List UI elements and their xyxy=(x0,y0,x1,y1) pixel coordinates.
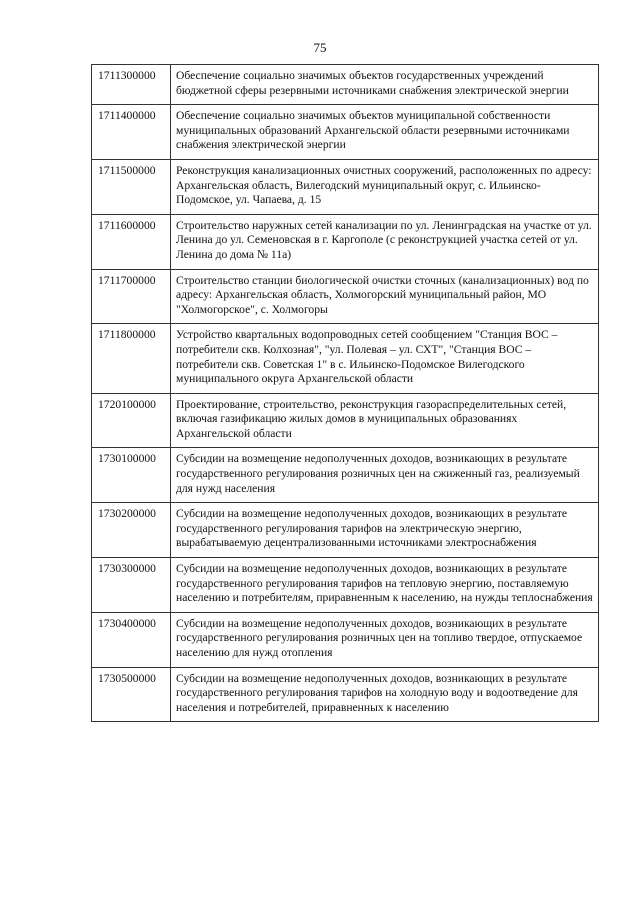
table-row xyxy=(92,105,599,160)
description-cell: Строительство наружных сетей канализации по ул. Ленинградская на участке от ул. Ленина до ул. Семеновская в г. Каргополе (с реконструкцией участка сетей от ул. Ленина до дома № 11а) xyxy=(171,214,599,269)
description-cell: Субсидии на возмещение недополученных доходов, возникающих в результате государственного регулирования розничных цен на сжиженный газ, реализуемый для нужд населения xyxy=(171,448,599,503)
code-cell: 1711600000 xyxy=(92,214,171,269)
code-cell: 1711300000 xyxy=(92,65,171,105)
table-row xyxy=(92,393,599,448)
code-cell: 1730300000 xyxy=(92,558,171,613)
code-cell: 1711700000 xyxy=(92,269,171,324)
description-cell: Реконструкция канализационных очистных сооружений, расположенных по адресу: Архангельская область, Вилегодский муниципальный округ, с. Ильинско-Подомское, ул. Чапаева, д. 15 xyxy=(171,159,599,214)
code-cell: 1730200000 xyxy=(92,503,171,558)
table-row xyxy=(92,448,599,503)
code-cell: 1711400000 xyxy=(92,105,171,160)
table-row xyxy=(92,214,599,269)
table-row xyxy=(92,65,599,105)
description-cell: Проектирование, строительство, реконструкция газораспределительных сетей, включая газификацию жилых домов в муниципальных образованиях Архангельской области xyxy=(171,393,599,448)
table-row xyxy=(92,269,599,324)
description-cell: Субсидии на возмещение недополученных доходов, возникающих в результате государственного регулирования тарифов на холодную воду и водоотведение для населения и потребителей, приравненных к населению xyxy=(171,667,599,722)
description-cell: Строительство станции биологической очистки сточных (канализационных) вод по адресу: Архангельская область, Холмогорский муниципальный район, МО "Холмогорское", с. Холмогоры xyxy=(171,269,599,324)
code-cell: 1711500000 xyxy=(92,159,171,214)
table-row xyxy=(92,612,599,667)
code-cell: 1711800000 xyxy=(92,324,171,393)
page-number: 75 xyxy=(313,40,327,55)
description-cell: Субсидии на возмещение недополученных доходов, возникающих в результате государственного регулирования тарифов на электрическую энергию, вырабатываемую децентрализованными источниками электроснабжения xyxy=(171,503,599,558)
code-cell: 1730100000 xyxy=(92,448,171,503)
budget-code-table xyxy=(91,64,599,722)
table-row xyxy=(92,324,599,393)
code-cell: 1730500000 xyxy=(92,667,171,722)
description-cell: Обеспечение социально значимых объектов государственных учреждений бюджетной сферы резервными источниками снабжения электрической энергии xyxy=(171,65,599,105)
code-cell: 1730400000 xyxy=(92,612,171,667)
description-cell: Устройство квартальных водопроводных сетей сообщением "Станция ВОС – потребители скв. Колхозная", "ул. Полевая – ул. СХТ", "Станция ВОС – потребители скв. Советская 1" в с. Ильинско-Подомское Вилегодского муниципального округа Архангельской области xyxy=(171,324,599,393)
code-cell: 1720100000 xyxy=(92,393,171,448)
table-row xyxy=(92,503,599,558)
description-cell: Субсидии на возмещение недополученных доходов, возникающих в результате государственного регулирования розничных цен на топливо твердое, отпускаемое населению для нужд отопления xyxy=(171,612,599,667)
table-row xyxy=(92,159,599,214)
table-row xyxy=(92,667,599,722)
description-cell: Обеспечение социально значимых объектов муниципальной собственности муниципальных образований Архангельской области резервными источниками снабжения электрической энергии xyxy=(171,105,599,160)
table-row xyxy=(92,558,599,613)
description-cell: Субсидии на возмещение недополученных доходов, возникающих в результате государственного регулирования тарифов на тепловую энергию, поставляемую населению и потребителям, приравненным к населению, на нужды теплоснабжения xyxy=(171,558,599,613)
